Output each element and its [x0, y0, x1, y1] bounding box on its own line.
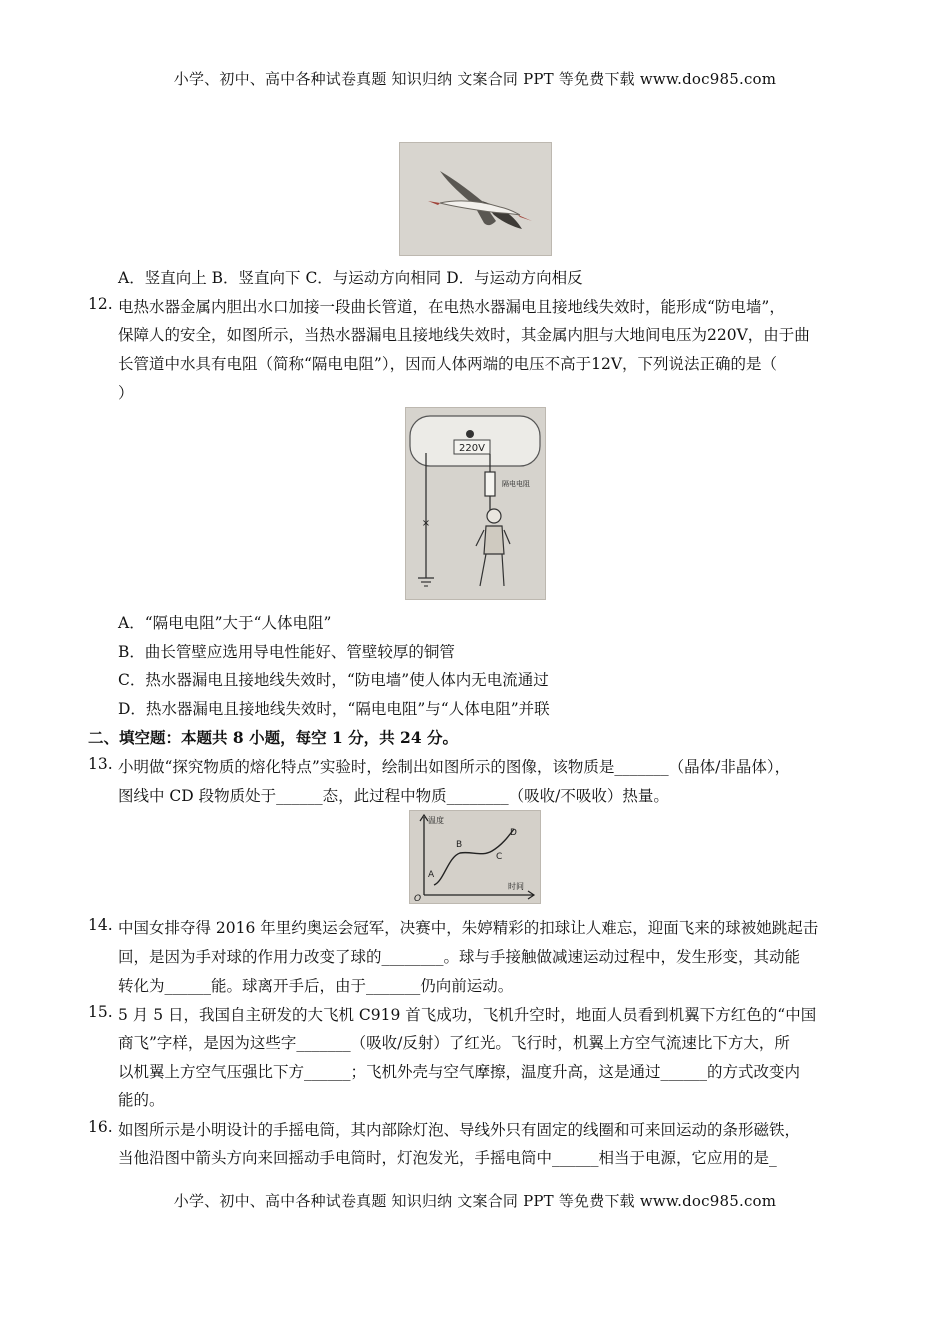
terminal-dot-icon [466, 430, 474, 438]
point-a-label: A [428, 870, 435, 880]
y-axis-label: 温度 [428, 816, 444, 825]
q12-line-1: 电热水器金属内胆出水口加接一段曲长管道，在电热水器漏电且接地线失效时，能形成“防电墙”， [118, 298, 785, 316]
q13-number: 13. [88, 755, 113, 773]
q16-number: 16. [88, 1118, 113, 1136]
voltage-label: 220V [459, 443, 485, 454]
section-2-title: 二、填空题：本题共 8 小题，每空 1 分，共 24 分。 [88, 728, 459, 747]
q12-option-c: C．热水器漏电且接地线失效时，“防电墙”使人体内无电流通过 [118, 671, 549, 689]
q15-number: 15. [88, 1003, 113, 1021]
q12-option-d: D．热水器漏电且接地线失效时，“隔电电阻”与“人体电阻”并联 [118, 700, 550, 718]
point-d-label: D [510, 828, 517, 838]
q13-line-2: 图线中 CD 段物质处于______态，此过程中物质________（吸收/不吸收）热量。 [118, 787, 669, 805]
q14-line-2: 回，是因为手对球的作用力改变了球的________。球与手接触做减速运动过程中，发生形变，其动能 [118, 948, 801, 966]
page-footer: 小学、初中、高中各种试卷真题 知识归纳 文案合同 PPT 等免费下载 www.doc985.com [173, 1192, 777, 1210]
q11-options: A．竖直向上 B．竖直向下 C．与运动方向相同 D．与运动方向相反 [118, 269, 583, 287]
q12-option-a: A．“隔电电阻”大于“人体电阻” [118, 614, 332, 632]
q15-line-3: 以机翼上方空气压强比下方______；飞机外壳与空气摩擦，温度升高，这是通过______的方式改变内 [118, 1063, 801, 1081]
q15-line-1: 5 月 5 日，我国自主研发的大飞机 C919 首飞成功，飞机升空时，地面人员看到机翼下方红色的“中国 [118, 1006, 817, 1024]
bird-illustration [400, 143, 551, 255]
q15-line-2: 商飞”字样，是因为这些字_______（吸收/反射）了红光。飞行时，机翼上方空气流速比下方大，所 [118, 1034, 790, 1052]
q12-line-2: 保障人的安全，如图所示，当热水器漏电且接地线失效时，其金属内胆与大地间电压为220V，由于曲 [118, 326, 810, 344]
bird-figure [399, 142, 552, 256]
q14-line-1: 中国女排夺得 2016 年里约奥运会冠军，决赛中，朱婷精彩的扣球让人难忘，迎面飞来的球被她跳起击 [118, 919, 819, 937]
q12-line-3: 长管道中水具有电阻（简称“隔电电阻”），因而人体两端的电压不高于12V，下列说法正确的是（ [118, 355, 778, 373]
origin-label: O [414, 894, 422, 903]
point-b-label: B [456, 840, 463, 850]
q16-line-2: 当他沿图中箭头方向来回摇动手电筒时，灯泡发光，手摇电筒中______相当于电源，它应用的是_ [118, 1149, 777, 1167]
melting-curve-graph [410, 811, 540, 903]
q12-option-b: B．曲长管壁应选用导电性能好、管壁较厚的铜管 [118, 643, 455, 661]
q16-line-1: 如图所示是小明设计的手摇电筒，其内部除灯泡、导线外只有固定的线圈和可来回运动的条形磁铁， [118, 1121, 801, 1139]
q13-line-1: 小明做“探究物质的熔化特点”实验时，绘制出如图所示的图像，该物质是_______（晶体/非晶体）， [118, 758, 791, 776]
q12-number: 12. [88, 295, 113, 313]
x-axis-label: 时间 [508, 882, 524, 891]
break-mark: × [421, 518, 431, 529]
isolation-resistor [485, 472, 495, 496]
water-heater-diagram [406, 408, 545, 599]
q14-number: 14. [88, 916, 113, 934]
q14-line-3: 转化为______能。球离开手后，由于_______仍向前运动。 [118, 977, 514, 995]
point-c-label: C [496, 852, 503, 862]
q12-line-4: ） [118, 384, 134, 402]
water-heater-figure [405, 407, 546, 600]
resistor-label: 隔电电阻 [502, 480, 530, 488]
page-header: 小学、初中、高中各种试卷真题 知识归纳 文案合同 PPT 等免费下载 www.doc985.com [173, 70, 777, 88]
q15-line-4: 能的。 [118, 1091, 165, 1109]
melting-curve-figure [409, 810, 541, 904]
